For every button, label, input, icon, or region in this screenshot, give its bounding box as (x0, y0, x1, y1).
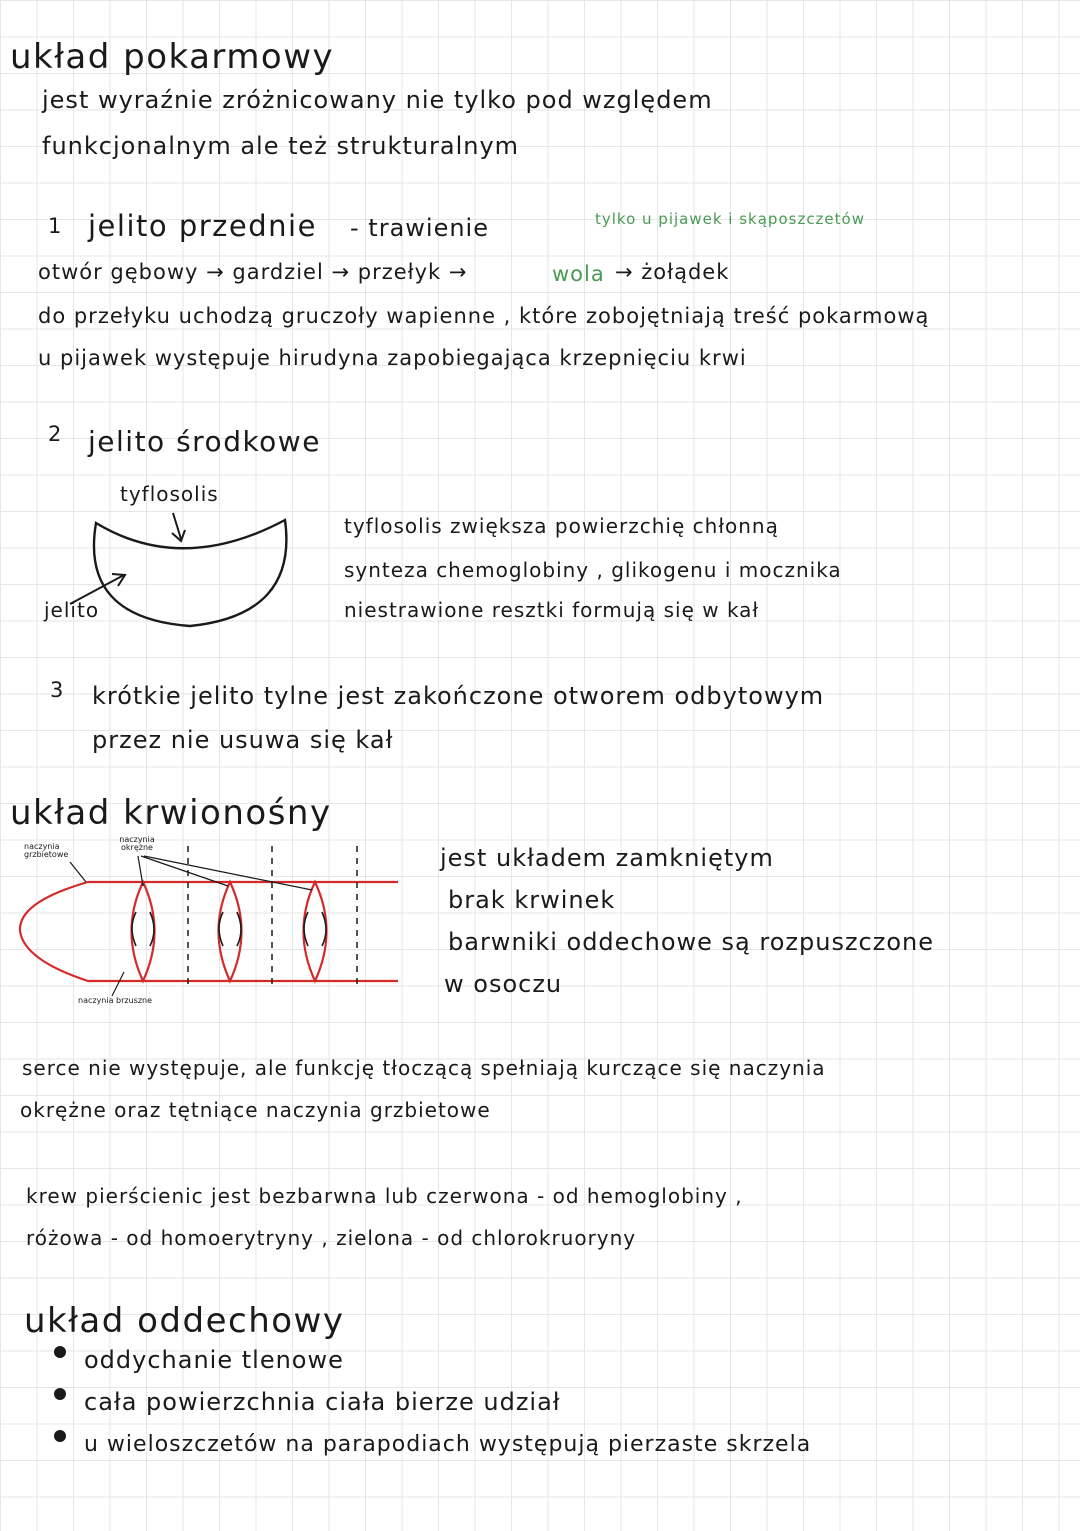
digestive-title: układ pokarmowy (10, 37, 335, 77)
bullet-1 (54, 1346, 66, 1358)
respiratory-item-2: cała powierzchnia ciała bierze udział (84, 1388, 561, 1416)
foregut-path-start: otwór gębowy → gardziel → przełyk → (38, 260, 468, 284)
heart-line-2: okrężne oraz tętniące naczynia grzbietowe (20, 1098, 491, 1122)
circulatory-title: układ krwionośny (10, 793, 332, 833)
hindgut-number: 3 (50, 678, 65, 702)
dorsal-pointer (70, 862, 86, 882)
bullet-3 (54, 1430, 66, 1442)
foregut-heading: jelito przednie (88, 209, 317, 243)
circular-vessel-2 (219, 882, 242, 981)
foregut-number: 1 (48, 214, 63, 238)
circulatory-fact-2: brak krwinek (448, 886, 616, 914)
blood-line-2: różowa - od homoerytryny , zielona - od chlorokruoryny (26, 1226, 637, 1250)
circulatory-fact-4: w osoczu (444, 970, 563, 998)
hindgut-line-2: przez nie usuwa się kał (92, 726, 394, 754)
dorsal-and-ventral-vessels (20, 882, 398, 981)
dorsal-vessel-label: naczynia grzbietowe (24, 842, 69, 859)
foregut-crop: wola (552, 262, 605, 286)
midgut-line-2: synteza chemoglobiny , glikogenu i mocznika (344, 558, 842, 582)
blood-line-1: krew pierścienic jest bezbarwna lub czerwona - od hemoglobiny , (26, 1184, 743, 1208)
foregut-annotation: tylko u pijawek i skąposzczetów (595, 210, 865, 228)
midgut-line-3: niestrawione resztki formują się w kał (344, 598, 760, 622)
ventral-pointer (112, 972, 124, 996)
respiratory-item-1: oddychanie tlenowe (84, 1346, 344, 1374)
heart-line-1: serce nie występuje, ale funkcję tłoczącą spełniają kurczące się naczynia (22, 1056, 826, 1080)
foregut-function: - trawienie (350, 214, 489, 242)
ventral-vessel-label: naczynia brzuszne (78, 996, 153, 1005)
foregut-line-3: do przełyku uchodzą gruczoły wapienne , które zobojętniają treść pokarmową (38, 304, 930, 328)
intestine-label: jelito (44, 598, 100, 622)
hindgut-line-1: krótkie jelito tylne jest zakończone otworem odbytowym (92, 682, 825, 710)
midgut-heading: jelito środkowe (88, 425, 321, 458)
circular-vessel-1 (132, 882, 155, 981)
midgut-number: 2 (48, 422, 63, 446)
bullet-2 (54, 1388, 66, 1400)
circulatory-fact-3: barwniki oddechowe są rozpuszczone (448, 928, 935, 956)
circular-vessel-label: naczynia okrężne (119, 835, 155, 852)
digestive-intro-line-2: funkcjonalnym ale też strukturalnym (42, 132, 520, 160)
foregut-line-4: u pijawek występuje hirudyna zapobiegająca krzepnięciu krwi (38, 346, 747, 370)
typhlosole-label: tyflosolis (120, 482, 219, 506)
respiratory-item-3: u wieloszczetów na parapodiach występują pierzaste skrzela (84, 1432, 812, 1457)
circular-vessel-3 (304, 882, 327, 981)
respiratory-title: układ oddechowy (24, 1301, 345, 1341)
foregut-path-end: → żołądek (615, 260, 730, 284)
digestive-intro-line-1: jest wyraźnie zróżnicowany nie tylko pod względem (42, 86, 713, 114)
circulatory-fact-1: jest układem zamkniętym (440, 844, 774, 872)
midgut-line-1: tyflosolis zwiększa powierzchię chłonną (344, 514, 779, 538)
